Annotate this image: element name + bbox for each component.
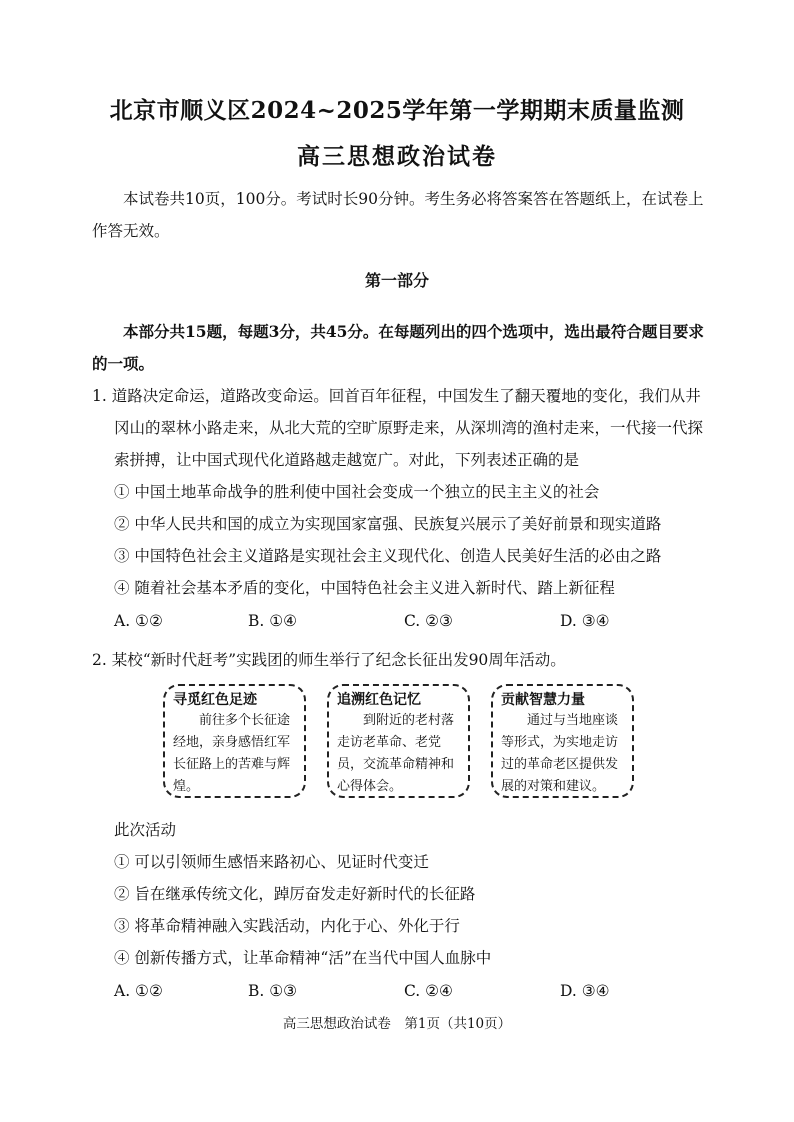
question-2-statement-3: ③ 将革命精神融入实践活动，内化于心、外化于行: [114, 917, 460, 935]
exam-subtitle: 高三思想政治试卷: [297, 143, 497, 170]
page-footer: 高三思想政治试卷 第1页（共10页）: [282, 1016, 512, 1032]
question-1-choice-a: A. ①②: [114, 612, 163, 630]
question-1-statement-1: ① 中国土地革命战争的胜利使中国社会变成一个独立的民主主义的社会: [114, 483, 600, 501]
question-2-choice-b: B. ①③: [248, 982, 298, 1000]
question-2-text: 2. 某校“新时代赶考”实践团的师生举行了纪念长征出发90周年活动。: [92, 651, 566, 669]
activity-card-title: 贡献智慧力量: [501, 692, 585, 708]
question-1-choice-d: D. ③④: [560, 612, 610, 630]
question-2-statement-4: ④ 创新传播方式，让革命精神“活”在当代中国人血脉中: [114, 949, 492, 967]
question-2-statement-1: ① 可以引领师生感悟来路初心、见证时代变迁: [114, 853, 429, 871]
question-2-choice-a: A. ①②: [114, 982, 163, 1000]
part-instruction: 本部分共15题，每题3分，共45分。在每题列出的四个选项中，选出最符合题目要求的一项。: [92, 322, 704, 373]
activity-card-text: 前往多个长征途经地，亲身感悟红军长征路上的苦难与辉煌。: [173, 713, 291, 794]
question-2-cue: 此次活动: [114, 821, 177, 839]
activity-card-title: 追溯红色记忆: [337, 692, 421, 708]
question-2-choice-d: D. ③④: [560, 982, 610, 1000]
activity-card-title: 寻觅红色足迹: [173, 692, 257, 708]
question-2-stem: [92, 644, 712, 676]
exam-intro: 本试卷共10页，100分。考试时长90分钟。考生务必将答案答在答题纸上，在试卷上作答无效。: [92, 190, 704, 240]
question-1-statement-4: ④ 随着社会基本矛盾的变化，中国特色社会主义进入新时代、踏上新征程: [114, 579, 615, 597]
question-1-statement-3: ③ 中国特色社会主义道路是实现社会主义现代化、创造人民美好生活的必由之路: [114, 547, 662, 565]
exam-title: 北京市顺义区2024~2025学年第一学期期末质量监测: [109, 97, 685, 124]
question-1-statement-2: ② 中华人民共和国的成立为实现国家富强、民族复兴展示了美好前景和现实道路: [114, 515, 662, 533]
activity-card-1: [163, 684, 306, 798]
question-1-choice-c: C. ②③: [404, 612, 453, 630]
activity-card-2: [327, 684, 470, 798]
question-2-choice-c: C. ②④: [404, 982, 453, 1000]
question-1-choice-b: B. ①④: [248, 612, 298, 630]
question-2-statement-2: ② 旨在继承传统文化，踔厉奋发走好新时代的长征路: [114, 885, 476, 903]
question-1-stem: [92, 380, 712, 476]
part-title: 第一部分: [364, 271, 429, 290]
question-1-text: 1. 道路决定命运，道路改变命运。回首百年征程，中国发生了翻天覆地的变化，我们从井冈山的翠林小路走来，从北大荒的空旷原野走来，从深圳湾的渔村走来，一代接一代探索拼搏，让中国式现代化道路越走越宽广。对此，下列表述正确的是: [92, 387, 704, 469]
activity-card-text: 到附近的老村落走访老革命、老党员，交流革命精神和心得体会。: [337, 713, 455, 794]
activity-card-text: 通过与当地座谈等形式，为实地走访过的革命老区提供发展的对策和建议。: [501, 713, 619, 794]
activity-card-3: [491, 684, 634, 798]
